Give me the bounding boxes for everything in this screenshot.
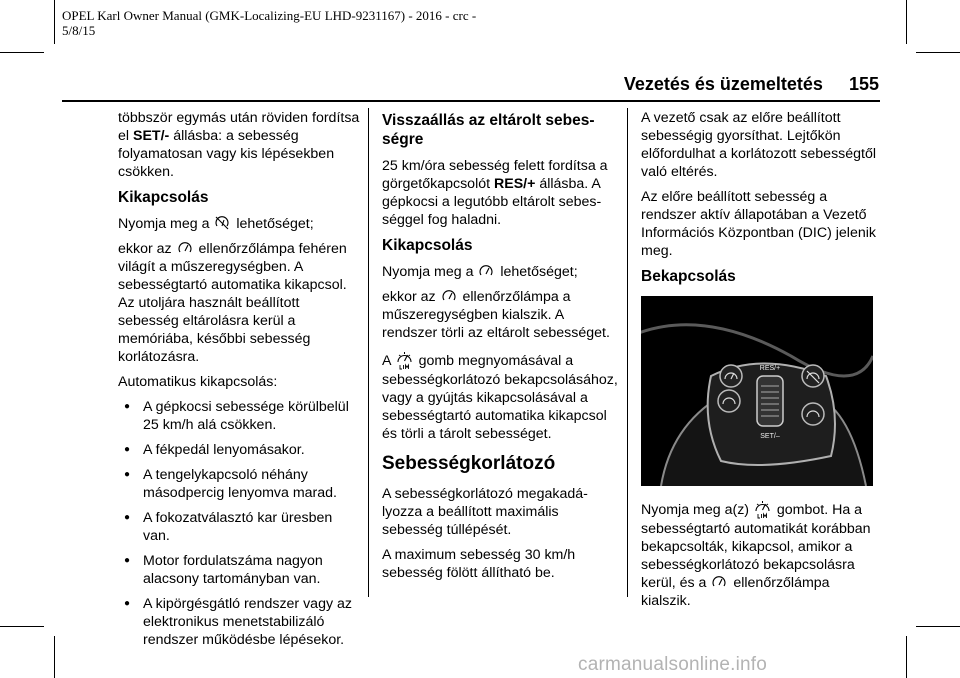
text: Nyomja meg a <box>382 264 478 280</box>
cruise-control-icon <box>479 264 493 278</box>
speed-limiter-icon <box>754 498 771 520</box>
cruise-cancel-icon <box>215 216 229 230</box>
text: állásba: a sebesség folyamatosan vagy kis lépésekben csökken. <box>118 128 335 180</box>
crop-mark <box>54 636 55 678</box>
text: ekkor az <box>382 289 440 305</box>
list-item-text: A fékpedál lenyomásakor. <box>143 442 305 458</box>
column-divider <box>368 108 369 597</box>
text: gombot. Ha a sebességtartó automatikát korábban bekapcsolták, kikapcsol, amikor a sebességkorlátozó bekapcsolásra kerül, és a <box>641 502 871 591</box>
crop-mark <box>0 626 44 627</box>
cruise-control-icon <box>712 575 726 589</box>
list-item <box>118 441 363 459</box>
paragraph <box>118 109 363 181</box>
text: gomb megnyomásával a sebességkorlátozó bekapcsolásához, vagy a gyújtás kikapcsolásával a sebességtartó automatika kikapcsol és törli a tárolt sebességet. <box>382 353 618 442</box>
heading-bekapcsolas: Bekapcsolás <box>641 268 736 285</box>
page-number: 155 <box>848 74 879 94</box>
list-item-text: A fokozatválasztó kar üresben van. <box>143 510 333 544</box>
section-title: Vezetés és üzemeltetés <box>623 74 823 94</box>
crop-mark <box>916 52 960 53</box>
watermark: carmanualsonline.info <box>578 654 768 675</box>
list-item <box>118 595 363 649</box>
text: állásba. A gépkocsi a legutóbb eltárolt sebességgel fog haladni. <box>382 176 602 228</box>
set-minus-label: SET/- <box>132 128 170 144</box>
list-item-text: Motor fordulatszáma nagyon alacsony tartományban van. <box>143 553 323 587</box>
auto-off-list <box>118 398 363 649</box>
column-divider <box>627 108 628 597</box>
paragraph: Az előre beállított sebesség a rendszer aktív állapotában a Vezető Információs Központban (DIC) jelenik meg. <box>641 189 876 259</box>
text: ellenőrzőlámpa fehéren világít a műszeregységben. A sebességtartó automatika kikapcsol. Az utoljára használt beállított sebesség eltárolásra kerül a memóriába, későbbi sebesség korlátozásra. <box>118 241 347 365</box>
bullet-marker: ● <box>124 598 131 609</box>
res-plus-label: RES/+ <box>494 176 536 192</box>
paragraph <box>641 498 881 610</box>
paragraph <box>382 288 620 342</box>
crop-mark <box>0 52 44 53</box>
crop-mark <box>916 626 960 627</box>
list-item <box>118 552 363 588</box>
list-item-text: A gépkocsi sebessége körülbelül 25 km/h alá csökken. <box>143 399 349 433</box>
print-metadata-date: 5/8/15 <box>62 23 96 38</box>
paragraph: A sebességkorlátozó megakadályozza a beállított maximális sebesség túllépését. <box>382 486 588 538</box>
bullet-marker: ● <box>124 444 131 455</box>
wheel-label-set: SET/– <box>760 433 780 440</box>
paragraph <box>382 157 620 229</box>
text: 25 km/óra sebesség felett fordítsa a görgetőkapcsolót <box>382 158 608 192</box>
paragraph <box>382 349 620 443</box>
text: Nyomja meg a(z) <box>641 502 753 518</box>
crop-mark <box>906 0 907 44</box>
list-item <box>118 466 363 502</box>
text: ekkor az <box>118 241 176 257</box>
column-right <box>641 109 881 617</box>
list-item <box>118 398 363 434</box>
paragraph <box>382 263 620 281</box>
running-header <box>560 74 879 95</box>
text: lehetőséget; <box>232 216 314 232</box>
steering-wheel-controls-illustration <box>641 296 873 486</box>
heading-visszaallas: Visszaállás az eltárolt sebességre <box>382 112 595 148</box>
bullet-marker: ● <box>124 512 131 523</box>
column-left <box>118 109 363 656</box>
list-item-text: A tengelykapcsoló néhány másodpercig lenyomva marad. <box>143 467 337 501</box>
bullet-marker: ● <box>124 469 131 480</box>
paragraph <box>118 240 363 366</box>
print-metadata-line: OPEL Karl Owner Manual (GMK-Localizing-EU LHD-9231167) - 2016 - crc - <box>62 8 477 23</box>
cruise-control-icon <box>442 289 456 303</box>
text: lehetőséget; <box>496 264 578 280</box>
text: többször egymás után röviden fordítsa el <box>118 110 360 144</box>
crop-mark <box>54 0 55 44</box>
heading-kikapcsolas: Kikapcsolás <box>118 189 209 206</box>
cruise-control-icon <box>178 241 192 255</box>
paragraph: Automatikus kikapcsolás: <box>118 374 278 390</box>
heading-sebessegkorlatozo: Sebességkorlátozó <box>382 453 556 474</box>
list-item <box>118 509 363 545</box>
crop-mark <box>906 636 907 678</box>
column-middle <box>382 109 620 589</box>
paragraph: A vezető csak az előre beállított sebességig gyorsíthat. Lejtőkön előfordulhat a korlátozott sebességtől való eltérés. <box>641 110 877 180</box>
text: A <box>382 353 395 369</box>
paragraph: A maximum sebesség 30 km/h sebesség fölött állítható be. <box>382 547 576 581</box>
header-rule <box>62 100 880 102</box>
heading-kikapcsolas: Kikapcsolás <box>382 237 473 254</box>
text: Nyomja meg a <box>118 216 214 232</box>
bullet-marker: ● <box>124 555 131 566</box>
print-metadata <box>62 8 542 38</box>
wheel-label-res: RES/+ <box>759 365 781 372</box>
paragraph <box>118 215 363 233</box>
text: ellenőrzőlámpa a műszeregységben kialszik. A rendszer törli az eltárolt sebességet. <box>382 289 610 341</box>
speed-limiter-icon <box>396 349 413 371</box>
list-item-text: A kipörgésgátló rendszer vagy az elektronikus menetstabilizáló rendszer működésbe lépésekor. <box>143 596 352 648</box>
bullet-marker: ● <box>124 401 131 412</box>
text: ellenőrzőlámpa kialszik. <box>641 575 830 609</box>
